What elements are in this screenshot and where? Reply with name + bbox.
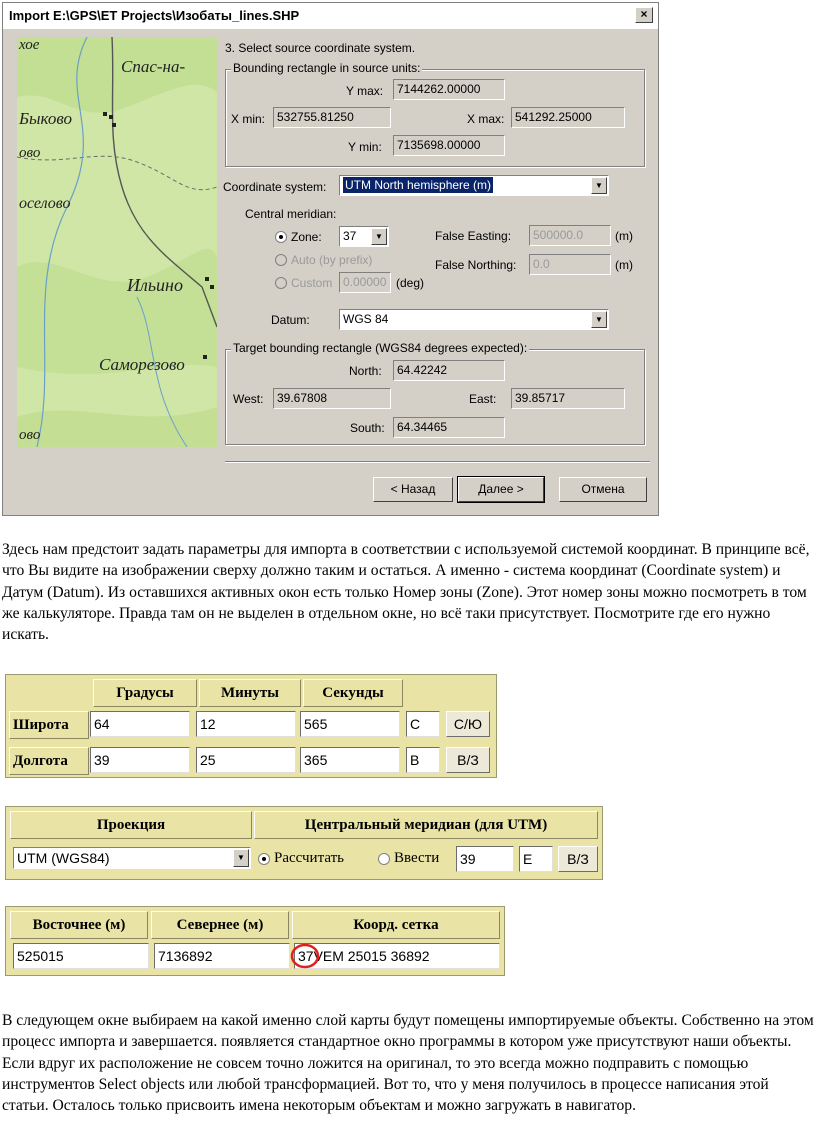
zone-select[interactable] — [339, 226, 389, 247]
lat-toggle-button[interactable]: С/Ю — [446, 711, 490, 737]
header-grid: Коорд. сетка — [292, 911, 500, 939]
custom-label: Custom — [291, 276, 333, 290]
map-preview — [17, 37, 217, 447]
header-northing: Севернее (м) — [151, 911, 289, 939]
ymax-field[interactable]: 7144262.00000 — [393, 79, 505, 100]
northing-input[interactable]: 7136892 — [154, 943, 290, 969]
dialog-title: Import E:\GPS\ET Projects\Изобаты_lines.SHP — [9, 8, 300, 23]
map-drawing — [17, 37, 217, 447]
header-projection: Проекция — [10, 811, 252, 839]
ymin-field[interactable]: 7135698.00000 — [393, 135, 505, 156]
central-meridian-label: Central meridian: — [245, 207, 337, 221]
header-seconds: Секунды — [303, 679, 403, 707]
custom-field[interactable]: 0.00000 — [339, 272, 391, 293]
lon-toggle-button[interactable]: В/З — [446, 747, 490, 773]
longitude-degrees-input[interactable]: 39 — [90, 747, 190, 773]
paragraph-2: В следующем окне выбираем на какой именно слой карты будут помещены импортируемые объекты. Собственно на этом процесс импорта и завершается. появляется стандартное окно программы в котором уже присутствуют наши объекты. Если вдруг их расположение не совсем точно ложится на оригинал, то это всегда можно подправить с помощью инструментов Select objects или любой трансформацией. Вот то, что у меня получилось в процессе написания этой статьи. Осталось только присвоить имена некоторым объектам и можно загружать в навигатор. — [2, 1012, 814, 1115]
header-easting: Восточнее (м) — [10, 911, 148, 939]
west-label: West: — [233, 392, 264, 406]
map-label-oselovo: оселово — [19, 195, 71, 212]
m-unit-northing: (m) — [615, 258, 633, 272]
title-bar — [3, 3, 658, 29]
coord-system-select[interactable] — [339, 175, 609, 196]
dropdown-arrow-icon[interactable]: ▼ — [591, 177, 607, 194]
false-northing-label: False Northing: — [435, 258, 517, 272]
easting-input[interactable]: 525015 — [13, 943, 149, 969]
custom-radio[interactable] — [275, 277, 287, 289]
zone-value: 37 — [343, 229, 357, 243]
paragraph-1: Здесь нам предстоит задать параметры для импорта в соответствии с используемой системой координат. В принципе всё, что Вы видите на изображении сверху должно таким и остаться. А именно - система координат (Coordinate system) и Датум (Datum). Из оставшихся активных окон есть только Номер зоны (Zone). Этот номер зоны можно посмотреть в том же калькуляторе. Правда там он не выделен в отдельном окне, но всё таки присутствует. Посмотрите где его нужно искать. — [2, 541, 810, 644]
south-label: South: — [350, 421, 385, 435]
zone-highlight-circle — [289, 941, 323, 971]
target-group-label: Target bounding rectangle (WGS84 degrees expected): — [233, 341, 528, 355]
longitude-minutes-input[interactable]: 25 — [196, 747, 296, 773]
header-central-meridian: Центральный меридиан (для UTM) — [254, 811, 598, 839]
next-button[interactable]: Далее > — [458, 477, 544, 502]
latitude-label: Широта — [9, 711, 89, 739]
meridian-toggle-button[interactable]: В/З — [558, 846, 598, 872]
south-field[interactable]: 64.34465 — [393, 417, 505, 438]
east-field[interactable]: 39.85717 — [511, 388, 625, 409]
dropdown-arrow-icon[interactable]: ▼ — [591, 311, 607, 328]
map-label-spas: Спас-на- — [121, 57, 186, 76]
import-dialog — [2, 2, 659, 516]
map-label-bykovo: Быково — [19, 109, 73, 128]
calculate-radio[interactable] — [258, 853, 270, 865]
west-field[interactable]: 39.67808 — [273, 388, 391, 409]
utm-result-panel — [5, 906, 505, 976]
false-easting-label: False Easting: — [435, 229, 512, 243]
map-label-ovo-2: ово — [19, 427, 41, 443]
false-northing-field[interactable]: 0.0 — [529, 254, 611, 275]
latitude-seconds-input[interactable]: 565 — [300, 711, 400, 737]
ymax-label: Y max: — [346, 84, 384, 98]
deg-unit: (deg) — [396, 276, 425, 290]
latitude-minutes-input[interactable]: 12 — [196, 711, 296, 737]
coord-system-label: Coordinate system: — [223, 180, 327, 194]
close-icon: × — [640, 7, 648, 21]
map-label-samorezovo: Саморезово — [99, 355, 185, 374]
m-unit-easting: (m) — [615, 229, 633, 243]
dropdown-arrow-icon[interactable]: ▼ — [233, 849, 249, 867]
back-button[interactable]: < Назад — [373, 477, 453, 502]
enter-radio[interactable] — [378, 853, 390, 865]
datum-select[interactable] — [339, 309, 609, 330]
xmin-label: X min: — [231, 112, 266, 126]
latitude-hemisphere-input[interactable]: С — [406, 711, 440, 737]
projection-value: UTM (WGS84) — [17, 850, 110, 866]
longitude-seconds-input[interactable]: 365 — [300, 747, 400, 773]
xmin-field[interactable]: 532755.81250 — [273, 107, 391, 128]
east-label: East: — [469, 392, 497, 406]
xmax-field[interactable]: 541292.25000 — [511, 107, 625, 128]
xmax-label: X max: — [467, 112, 505, 126]
false-easting-field[interactable]: 500000.0 — [529, 225, 611, 246]
dropdown-arrow-icon[interactable]: ▼ — [371, 228, 387, 245]
zone-radio[interactable] — [275, 231, 287, 243]
calculate-label: Рассчитать — [274, 850, 344, 866]
longitude-hemisphere-input[interactable]: В — [406, 747, 440, 773]
coordinates-panel — [5, 674, 497, 778]
auto-radio[interactable] — [275, 254, 287, 266]
datum-label: Datum: — [271, 313, 310, 327]
meridian-input[interactable]: 39 — [456, 846, 514, 872]
longitude-label: Долгота — [9, 747, 89, 775]
step-title: 3. Select source coordinate system. — [225, 41, 416, 55]
cancel-button[interactable]: Отмена — [559, 477, 647, 502]
bounding-group-label: Bounding rectangle in source units: — [233, 61, 421, 75]
north-field[interactable]: 64.42242 — [393, 360, 505, 381]
meridian-direction-input[interactable]: E — [519, 846, 553, 872]
map-label-ovo: ово — [19, 145, 41, 161]
zone-label: Zone: — [291, 230, 322, 244]
header-minutes: Минуты — [199, 679, 301, 707]
north-label: North: — [349, 364, 382, 378]
coord-system-value: UTM North hemisphere (m) — [345, 178, 492, 192]
header-degrees: Градусы — [93, 679, 197, 707]
map-label-khoe: хое — [19, 37, 40, 53]
auto-label: Auto (by prefix) — [291, 253, 373, 267]
button-separator — [225, 461, 650, 463]
enter-label: Ввести — [394, 850, 440, 866]
close-button[interactable] — [635, 7, 653, 23]
map-label-ilino: Ильино — [127, 275, 183, 295]
latitude-degrees-input[interactable]: 64 — [90, 711, 190, 737]
ymin-label: Y min: — [348, 140, 382, 154]
grid-input[interactable]: 37VEM 25015 36892 — [294, 943, 500, 969]
projection-panel — [5, 806, 603, 880]
datum-value: WGS 84 — [343, 312, 389, 326]
projection-select[interactable] — [13, 847, 251, 869]
